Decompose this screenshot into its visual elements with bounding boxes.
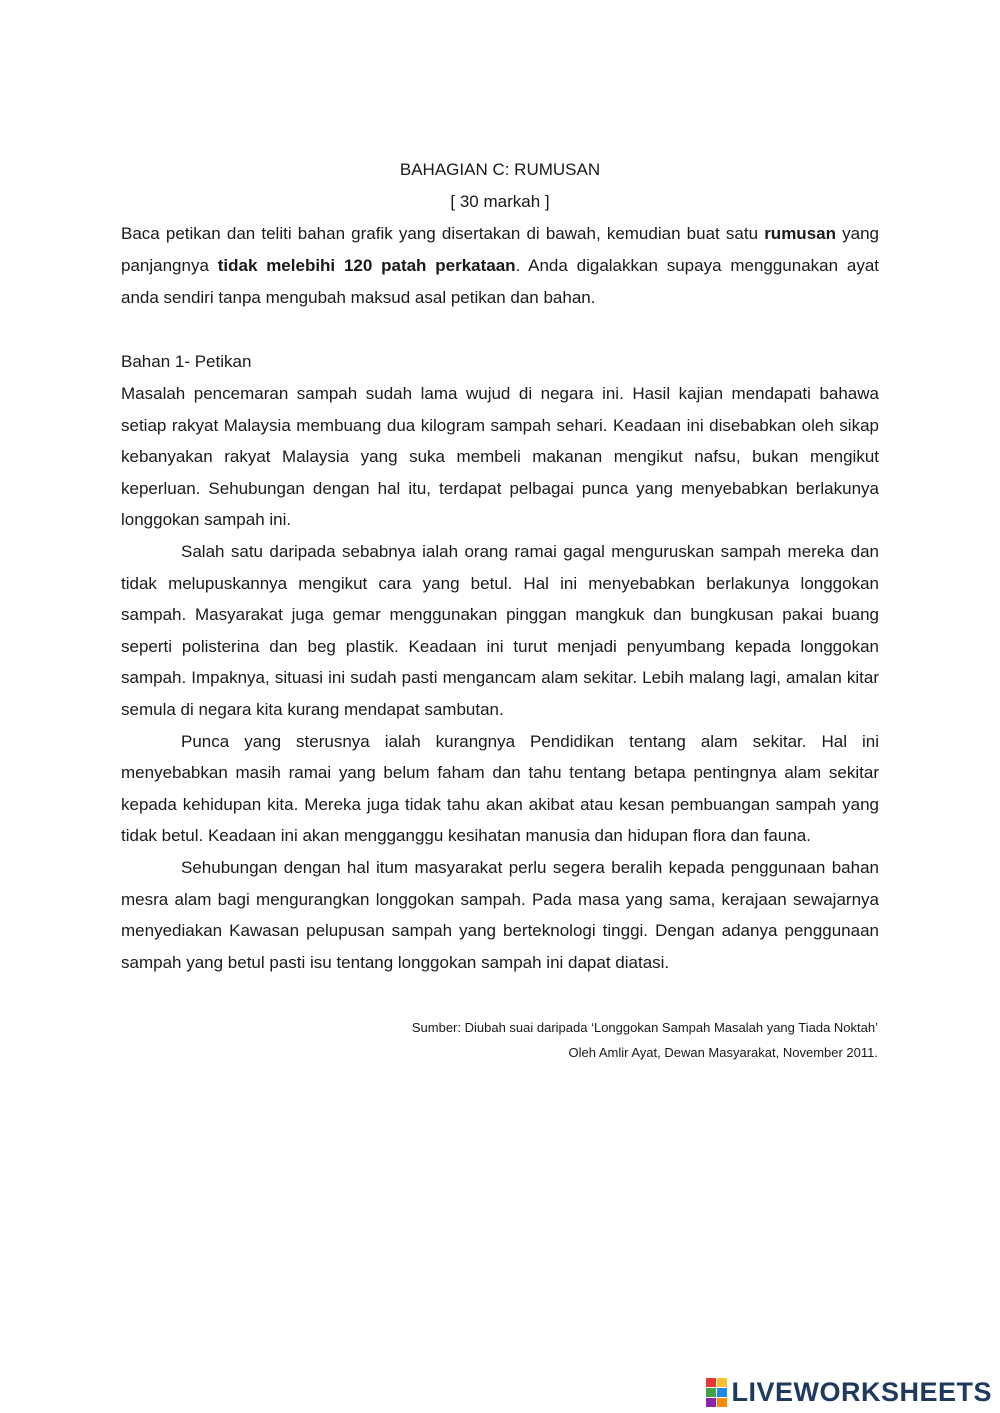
logo-square bbox=[706, 1398, 716, 1407]
logo-square bbox=[717, 1378, 727, 1387]
instruction-text-3: . Anda digalakkan supaya menggunakan ayat anda sendiri tanpa mengubah maksud asal petikan dan bahan. bbox=[121, 256, 880, 307]
instruction-bold-rumusan: rumusan bbox=[764, 224, 836, 243]
passage-paragraph-4: Sehubungan dengan hal itum masyarakat perlu segera beralih kepada penggunaan bahan mesra alam bagi mengurangkan longgokan sampah. Pada masa yang sama, kerajaan sewajarnya menyediakan Kawasan pelupusan sampah yang berteknologi tinggi. Dengan adanya penggunaan sampah yang betul pasti isu tentang longgokan sampah ini dapat diatasi. bbox=[121, 857, 879, 972]
logo-square bbox=[717, 1398, 727, 1407]
passage bbox=[121, 378, 879, 978]
section-marks: [ 30 markah ] bbox=[450, 192, 550, 211]
instruction-text-2: yang panjangnya bbox=[121, 224, 879, 275]
logo-icon bbox=[706, 1378, 727, 1407]
section-title: BAHAGIAN C: RUMUSAN bbox=[399, 160, 601, 179]
passage-paragraph-2: Salah satu daripada sebabnya ialah orang ramai gagal menguruskan sampah mereka dan tidak melupuskannya mengikut cara yang betul. Hal ini menyebabkan berlakunya longgokan sampah. Masyarakat juga gemar menggunakan pinggan mangkuk dan bungkusan pakai buang seperti polisterina dan beg plastik. Keadaan ini turut menjadi penyumbang kepada longgokan sampah. Impaknya, situasi ini sudah pasti mengancam alam sekitar. Lebih malang lagi, amalan kitar semula di negara kita kurang mendapat sambutan. bbox=[121, 541, 879, 719]
source-line-2: Oleh Amlir Ayat, Dewan Masyarakat, November 2011. bbox=[568, 1045, 878, 1060]
logo-square bbox=[706, 1388, 716, 1397]
instruction-text-1: Baca petikan dan teliti bahan grafik yang disertakan di bawah, kemudian buat satu bbox=[121, 224, 765, 243]
passage-paragraph-1: Masalah pencemaran sampah sudah lama wujud di negara ini. Hasil kajian mendapati bahawa setiap rakyat Malaysia membuang dua kilogram sampah sehari. Keadaan ini disebabkan oleh sikap kebanyakan rakyat Malaysia yang suka membeli makanan mengikut nafsu, bukan mengikut keperluan. Sehubungan dengan hal itu, terdapat pelbagai punca yang menyebabkan berlakunya longgokan sampah ini. bbox=[121, 384, 879, 530]
source-line-1: Sumber: Diubah suai daripada ‘Longgokan Sampah Masalah yang Tiada Noktah’ bbox=[411, 1020, 878, 1035]
bahan-label: Bahan 1- Petikan bbox=[121, 352, 252, 371]
logo-square bbox=[706, 1378, 716, 1387]
instruction-paragraph bbox=[121, 218, 879, 314]
liveworksheets-logo bbox=[706, 1375, 992, 1409]
passage-paragraph-3: Punca yang sterusnya ialah kurangnya Pendidikan tentang alam sekitar. Hal ini menyebabkan masih ramai yang belum faham dan tahu tentang betapa pentingnya alam sekitar kepada kehidupan kita. Mereka juga tidak tahu akan akibat atau kesan pembuangan sampah yang tidak betul. Keadaan ini akan mengganggu kesihatan manusia dan hidupan flora dan fauna. bbox=[121, 731, 879, 846]
logo-square bbox=[717, 1388, 727, 1397]
instruction-bold-word-limit: tidak melebihi 120 patah perkataan bbox=[217, 256, 516, 275]
logo-text: LIVEWORKSHEETS bbox=[731, 1376, 992, 1407]
